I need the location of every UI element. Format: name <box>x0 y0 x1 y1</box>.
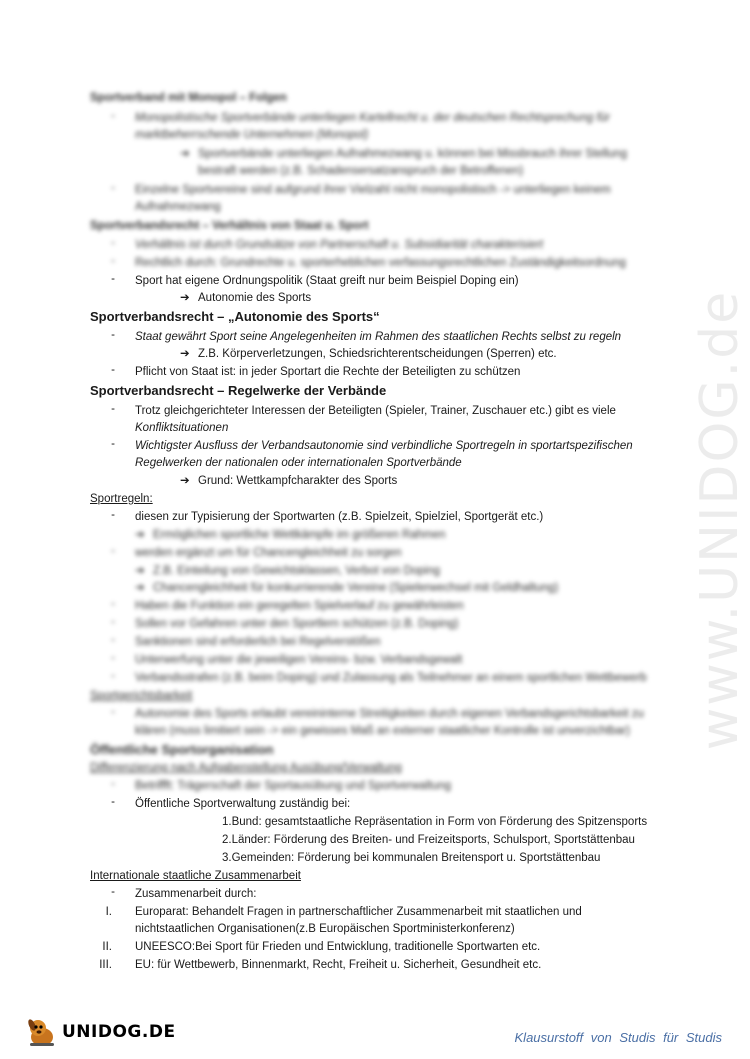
arrow-item <box>180 473 397 490</box>
arrow-item <box>135 563 440 580</box>
footer-tagline: Klausurstoff von Studis für Studis <box>514 1030 722 1045</box>
roman-numeral: III. <box>99 959 112 971</box>
text-line: Europarat: Behandelt Fragen in partnerschaftlicher Zusammenarbeit mit staatlichen und <box>135 906 582 918</box>
arrow-item-text: Chancengleichheit für konkurrierende Vereine (Spielerwechsel mit Geldhaltung) <box>153 582 559 594</box>
text-line: Autonomie des Sports erlaubt vereininterne Streitigkeiten durch eigenen Verbandsgerichtsbarkeit zu <box>135 708 644 720</box>
numbered-item: 2.Länder: Förderung des Breiten- und Freizeitsports, Schulsport, Sportstättenbau <box>222 834 635 846</box>
text-line: Sollen vor Gefahren unter den Sportlern schützen (z.B. Doping) <box>135 618 459 630</box>
text-line: nichtstaatlichen Organisationen(z.B Europäischen Sportministerkonferenz) <box>135 923 515 935</box>
text-line: diesen zur Typisierung der Sportwarten (z.B. Spielzeit, Spielziel, Sportgerät etc.) <box>135 511 544 523</box>
text-line: bestraft werden (z.B. Schadensersatzanspruch der Betroffenen) <box>198 165 524 177</box>
bullet-dash: - <box>111 438 115 450</box>
text-line: Sanktionen sind erforderlich bei Regelverstößen <box>135 636 381 648</box>
arrow-right-icon: ➔ <box>135 565 145 577</box>
bullet-dash: - <box>111 778 115 790</box>
watermark <box>690 260 750 780</box>
section-heading-sportgerichtsbarkeit: Sportgerichtsbarkeit <box>90 690 193 702</box>
text-line: Wichtigster Ausfluss der Verbandsautonomie sind verbindliche Sportregeln in sportartspezifischen <box>135 440 633 452</box>
subheading: Differenzierung nach Aufgabenstellung Ausübung/Verwaltung <box>90 762 402 774</box>
text-line: Öffentliche Sportverwaltung zuständig bei: <box>135 798 351 810</box>
bullet-dash: - <box>111 110 115 122</box>
section-heading-autonomie: Sportverbandsrecht – „Autonomie des Sports“ <box>90 309 380 324</box>
arrow-right-icon: ➔ <box>180 148 190 160</box>
bullet-dash: - <box>111 796 115 808</box>
arrow-right-icon: ➔ <box>180 292 190 304</box>
bullet-dash: - <box>111 182 115 194</box>
arrow-right-icon: ➔ <box>135 582 145 594</box>
bullet-dash: - <box>111 545 115 557</box>
bullet-dash: - <box>111 509 115 521</box>
text-line: Aufnahmezwang <box>135 201 221 213</box>
text-line: Monopolistische Sportverbände unterliegen Kartellrecht u. der deutschen Rechtsprechung für <box>135 112 610 124</box>
roman-numeral: I. <box>105 906 112 918</box>
text-line: Zusammenarbeit durch: <box>135 888 257 900</box>
section-heading-oeffentliche: Öffentliche Sportorganisation <box>90 742 274 757</box>
bullet-dash: - <box>111 670 115 682</box>
text-line: Haben die Funktion ein geregelten Spielverlauf zu gewährleisten <box>135 600 464 612</box>
text-line: Verhältnis ist durch Grundsätze von Partnerschaft u. Subsidiarität charakterisiert <box>135 239 544 251</box>
bullet-dash: - <box>111 652 115 664</box>
text-line: marktbeherrschende Unternehmen (Monopol) <box>135 129 369 141</box>
text-line: Trotz gleichgerichteter Interessen der Beteiligten (Spieler, Trainer, Zuschauer etc.) gibt es viele <box>135 405 616 417</box>
section-heading-sportregeln: Sportregeln: <box>90 493 153 505</box>
text-line: Verbandsstrafen (z.B. beim Doping) und Zulassung als Teilnehmer an einem sportlichen Wettbewerb <box>135 672 647 684</box>
bullet-dash: - <box>111 273 115 285</box>
text-line: Einzelne Sportvereine sind aufgrund ihrer Vielzahl nicht monopolistisch -> unterliegen keinem <box>135 184 611 196</box>
arrow-right-icon: ➔ <box>135 529 145 541</box>
bullet-dash: - <box>111 706 115 718</box>
text-line: Unterwerfung unter die jeweiligen Vereins- bzw. Verbandsgewalt <box>135 654 463 666</box>
watermark-text: www.UNIDOG.de <box>690 289 750 751</box>
text-line: Sport hat eigene Ordnungspolitik (Staat greift nur beim Beispiel Doping ein) <box>135 275 519 287</box>
arrow-item-text: Sportverbände unterliegen Aufnahmezwang u. können bei Missbrauch ihrer Stellung <box>198 148 627 160</box>
bullet-dash: - <box>111 634 115 646</box>
bullet-dash: - <box>111 886 115 898</box>
arrow-item-text: Z.B. Körperverletzungen, Schiedsrichterentscheidungen (Sperren) etc. <box>198 348 557 360</box>
arrow-item <box>180 146 627 163</box>
section-heading-international: Internationale staatliche Zusammenarbeit <box>90 870 301 882</box>
arrow-item-text: Z.B. Einteilung von Gewichtsklassen, Verbot von Doping <box>153 565 441 577</box>
section-heading-monopol: Sportverband mit Monopol – Folgen <box>90 92 287 104</box>
bullet-dash: - <box>111 329 115 341</box>
dog-mascot-icon <box>24 1015 60 1049</box>
text-line: werden ergänzt um für Chancengleichheit zu sorgen <box>135 547 402 559</box>
text-line: Betriffft: Trägerschaft der Sportausübung und Sportverwaltung <box>135 780 452 792</box>
text-line: UNEESCO:Bei Sport für Frieden und Entwicklung, traditionelle Sportwarten etc. <box>135 941 541 953</box>
section-heading-regelwerke: Sportverbandsrecht – Regelwerke der Verbände <box>90 383 387 398</box>
bullet-dash: - <box>111 237 115 249</box>
bullet-dash: - <box>111 364 115 376</box>
bullet-dash: - <box>111 255 115 267</box>
bullet-dash: - <box>111 616 115 628</box>
arrow-item-text: Ermöglichen sportliche Wettkämpfe im größeren Rahmen <box>153 529 446 541</box>
arrow-item <box>180 290 311 307</box>
arrow-item <box>180 346 557 363</box>
arrow-right-icon: ➔ <box>180 348 190 360</box>
text-line: Staat gewährt Sport seine Angelegenheiten im Rahmen des staatlichen Rechts selbst zu regeln <box>135 331 622 343</box>
text-line: Rechtlich durch: Grundrechte u. sporterheblichen verfassungsrechtlichen Zuständigkeitsordnung <box>135 257 626 269</box>
arrow-item <box>135 527 446 544</box>
numbered-item: 3.Gemeinden: Förderung bei kommunalen Breitensport u. Sportstättenbau <box>222 852 601 864</box>
bullet-dash: - <box>111 403 115 415</box>
text-line: EU: für Wettbewerb, Binnenmarkt, Recht, Freiheit u. Sicherheit, Gesundheit etc. <box>135 959 542 971</box>
logo-text: UNIDOG.DE <box>62 1022 176 1042</box>
section-heading-staat-sport: Sportverbandsrecht – Verhältnis von Staat u. Sport <box>90 220 369 232</box>
text-line: Konfliktsituationen <box>135 422 229 434</box>
text-line: Pflicht von Staat ist: in jeder Sportart die Rechte der Beteiligten zu schützen <box>135 366 521 378</box>
unidog-logo[interactable] <box>24 1015 176 1049</box>
arrow-item-text: Autonomie des Sports <box>198 292 312 304</box>
roman-numeral: II. <box>102 941 112 953</box>
arrow-item-text: Grund: Wettkampfcharakter des Sports <box>198 475 398 487</box>
arrow-item <box>135 580 558 597</box>
numbered-item: 1.Bund: gesamtstaatliche Repräsentation in Form von Förderung des Spitzensports <box>222 816 648 828</box>
arrow-right-icon: ➔ <box>180 475 190 487</box>
text-line: klären (muss limitiert sein -> ein gewisses Maß an externer staatlicher Kontrolle ist unverzichtbar) <box>135 725 631 737</box>
bullet-dash: - <box>111 598 115 610</box>
text-line: Regelwerken der nationalen oder internationalen Sportverbände <box>135 457 462 469</box>
